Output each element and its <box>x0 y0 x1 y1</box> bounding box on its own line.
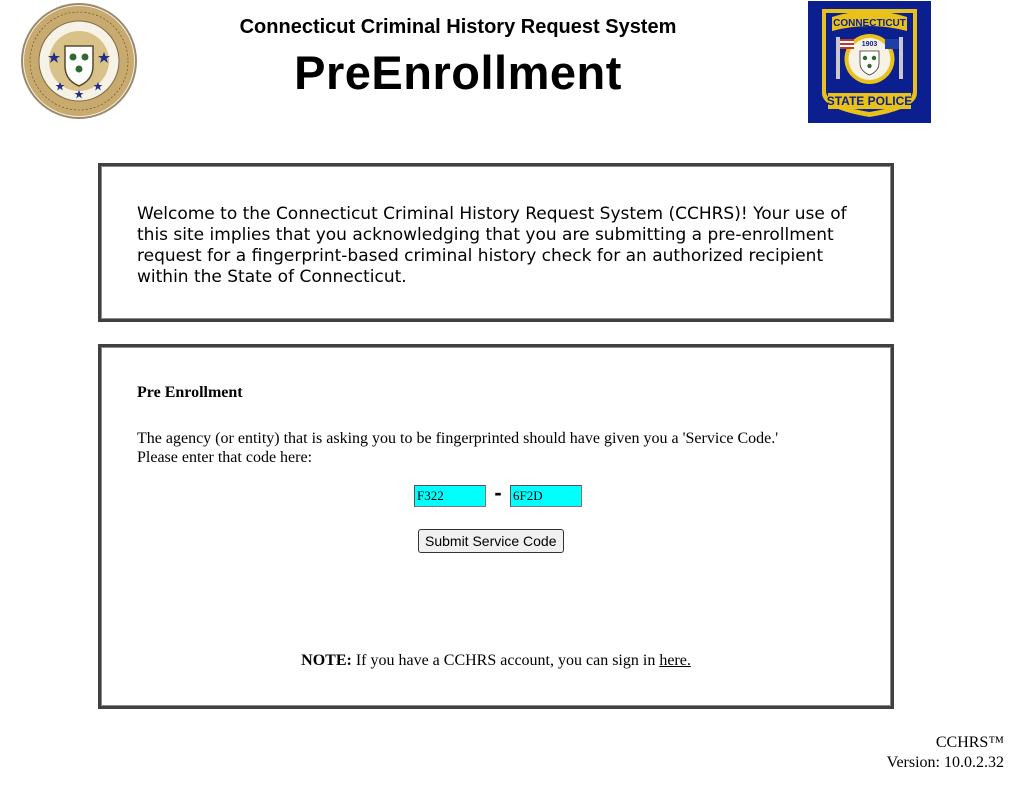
welcome-text: Welcome to the Connecticut Criminal History Request System (CCHRS)! Your use of this site implies that you acknowledging that you are submitting a pre-enrollment request for a fingerprint-based criminal history check for an authorized recipient within the State of Connecticut. <box>137 204 847 287</box>
service-code-part1-input[interactable] <box>414 485 486 507</box>
note-text: If you have a CCHRS account, you can sign in <box>351 652 660 669</box>
page-title: PreEnrollment <box>294 46 622 99</box>
sign-in-note <box>101 652 891 670</box>
page-header <box>0 0 1024 130</box>
ct-department-seal-icon <box>20 2 138 120</box>
product-name: CCHRS™ <box>935 734 1004 751</box>
sign-in-link[interactable]: here. <box>659 652 691 669</box>
version-text: Version: 10.0.2.32 <box>886 754 1004 771</box>
submit-service-code-button[interactable]: Submit Service Code <box>418 529 564 553</box>
instruction-text <box>137 429 877 467</box>
badge-year-text: 1903 <box>861 41 878 48</box>
system-title: Connecticut Criminal History Request System <box>239 16 677 38</box>
code-separator: - <box>494 480 502 505</box>
badge-bottom-text: STATE POLICE <box>826 94 913 108</box>
welcome-panel <box>98 163 894 322</box>
state-police-badge-icon <box>808 1 931 123</box>
service-code-part2-input[interactable] <box>510 485 582 507</box>
instruction-line-2: Please enter that code here: <box>137 449 313 466</box>
section-heading: Pre Enrollment <box>137 384 243 401</box>
instruction-line-1: The agency (or entity) that is asking you to be fingerprinted should have given you a 'Service Code.' <box>137 430 779 447</box>
version-footer <box>887 733 1004 773</box>
pre-enrollment-panel <box>98 344 894 709</box>
badge-top-text: CONNECTICUT <box>833 18 906 29</box>
service-code-row <box>414 480 582 509</box>
note-label: NOTE: <box>301 652 352 669</box>
